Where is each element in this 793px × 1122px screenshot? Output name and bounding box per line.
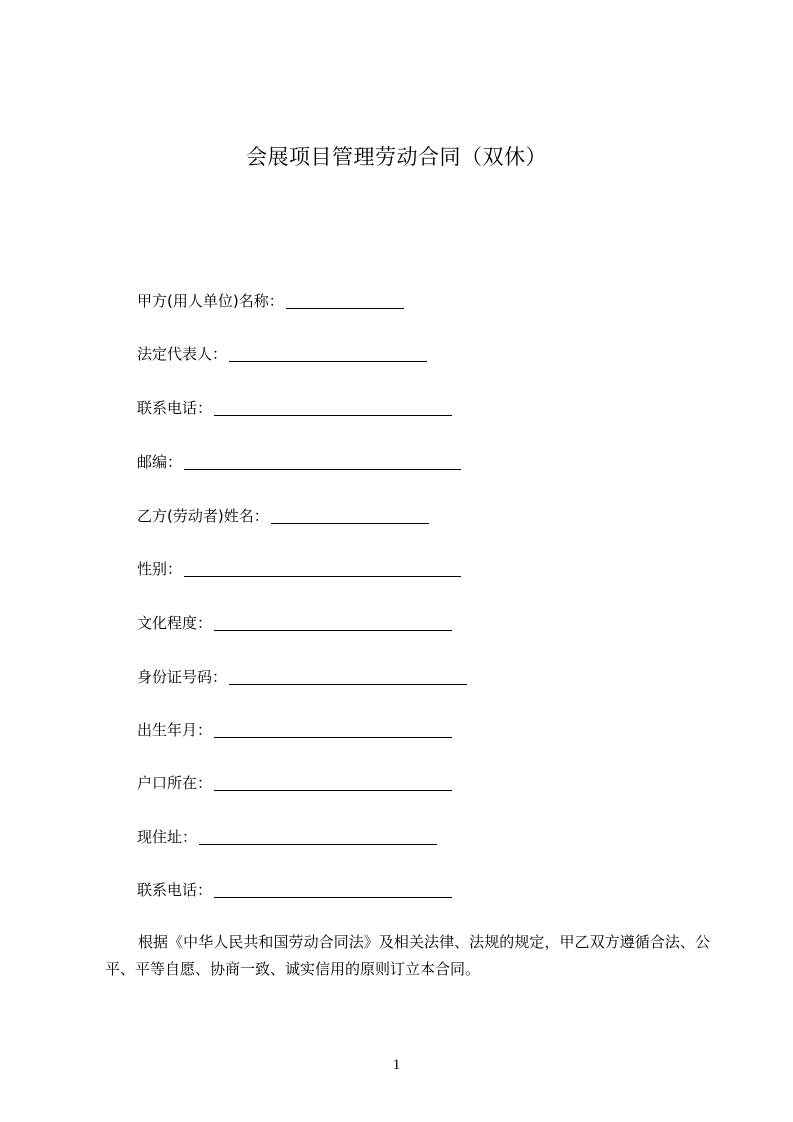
field-employer-name [137,290,404,312]
fill-in-line[interactable] [214,881,452,898]
field-employer-phone [137,397,452,419]
field-employee-name [137,505,429,527]
field-label: 乙方(劳动者)姓名： [137,507,269,525]
field-label: 联系电话： [137,881,213,899]
field-label: 户口所在： [137,774,213,792]
field-current-address [137,826,437,848]
field-label: 现住址： [137,828,198,846]
fill-in-line[interactable] [214,774,452,791]
field-legal-representative [137,343,427,365]
field-postcode [137,451,461,473]
fill-in-line[interactable] [214,399,452,416]
field-label: 性别： [137,560,183,578]
preamble-paragraph: 根据《中华人民共和国劳动合同法》及相关法律、法规的规定，甲乙双方遵循合法、公平、平等自愿、协商一致、诚实信用的原则订立本合同。 [105,933,710,978]
field-label: 甲方(用人单位)名称： [137,292,284,310]
field-label: 出生年月： [137,721,213,739]
field-label: 法定代表人： [137,345,228,363]
field-label: 联系电话： [137,399,213,417]
fill-in-line[interactable] [229,668,467,685]
fill-in-line[interactable] [199,828,437,845]
fill-in-line[interactable] [214,721,452,738]
page-number: 1 [392,1057,401,1073]
fill-in-line[interactable] [214,614,452,631]
field-id-number [137,666,467,688]
field-household-registration [137,772,452,794]
field-birth-date [137,719,452,741]
fill-in-line[interactable] [271,507,429,524]
fill-in-line[interactable] [286,292,404,309]
field-education [137,612,452,634]
field-gender [137,558,461,580]
field-label: 文化程度： [137,614,213,632]
fill-in-line[interactable] [184,453,461,470]
fill-in-line[interactable] [184,560,461,577]
field-label: 身份证号码： [137,668,228,686]
field-label: 邮编： [137,453,183,471]
fill-in-line[interactable] [229,345,427,362]
field-employee-phone [137,879,452,901]
document-title: 会展项目管理劳动合同（双休） [246,145,547,169]
